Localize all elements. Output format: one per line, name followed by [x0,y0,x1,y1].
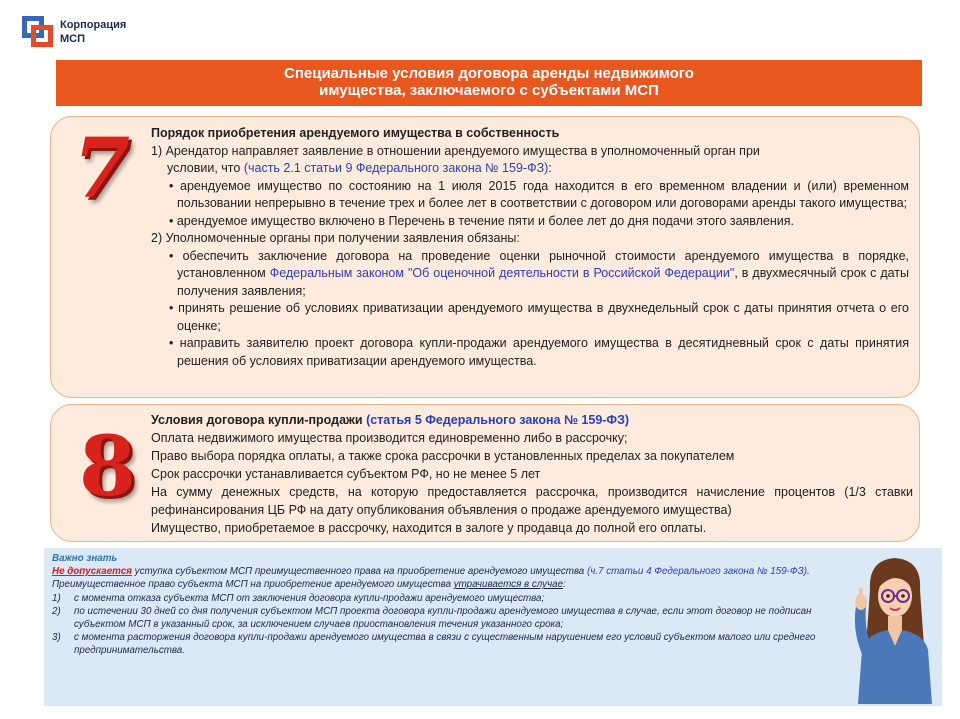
important-info-box [44,548,942,706]
section-7-bullet-4: • принять решение об условиях приватизации арендуемого имущества в двухнедельный срок с даты принятия отчета о его оценке; [169,301,909,333]
page-title-line1: Специальные условия договора аренды недвижимого [284,65,694,82]
logo-line1: Корпорация [60,19,127,31]
corp-logo [20,14,126,50]
info-title: Важно знать [52,553,118,564]
logo-mark-icon [20,14,56,50]
list-item: 1) с момента отказа субъекта МСП от заключения договора купли-продажи арендуемого имущества; [52,592,545,604]
section-7-bullet-3: • обеспечить заключение договора на проведение оценки рыночной стоимости арендуемого имущества в порядке, установленном Федеральным законом "Об оценочной деятельности в Российской Федерации", в двухмесячный срок с даты получения заявления; [169,248,910,298]
law-reference-link: (часть 2.1 статьи 9 Федерального закона № 159-ФЗ) [243,161,549,175]
section-7-bullet-1: • арендуемое имущество по состоянию на 1 июля 2015 года находится в его временном владении и (или) временном пользовании непрерывно в течение трех и более лет в соответствии с договором или договорами аренды такого имущества; [169,178,909,210]
section-8-line-5: Имущество, приобретаемое в рассрочку, находится в залоге у продавца до полной его оплаты. [151,521,707,535]
section-7-card [50,116,920,398]
section-7-p1-cont: условии, что (часть 2.1 статьи 9 Федерального закона № 159-ФЗ): [167,161,552,175]
appraisal-law-link: Федеральным законом "Об оценочной деятельности в Российской Федерации" [269,266,735,280]
section-7-title: Порядок приобретения арендуемого имущества в собственность [151,126,560,140]
section-7-bullet-2: • арендуемое имущество включено в Перечень в течение пяти и более лет до дня подачи этого заявления. [169,213,795,228]
section-8-card [50,404,920,542]
section-8-line-2: Право выбора порядка оплаты, а также срока рассрочки в установленных пределах за покупателем [151,449,735,463]
section-7-p1: 1) Арендатор направляет заявление в отношении арендуемого имущества в уполномоченный орган при [151,143,760,158]
section-8-law-link: (статья 5 Федерального закона № 159-ФЗ) [366,413,630,427]
not-allowed-label: Не допускается [52,566,132,578]
info-line-1: Не допускается уступка субъектом МСП преимущественного права на приобретение арендуемого имущества (ч.7 статьи 4 Федерального закона № 159-ФЗ). [52,566,810,578]
list-item: 3) с момента расторжения договора купли-продажи арендуемого имущества в связи с существенным нарушением его условий субъектом малого или среднего предпринимательства. [52,632,816,657]
page-title-line2: имущества, заключаемого с субъектами МСП [319,82,659,99]
section-7-p2: 2) Уполномоченные органы при получении заявления обязаны: [151,231,520,245]
logo-line2: МСП [60,33,86,45]
section-8-title: Условия договора купли-продажи (статья 5 Федерального закона № 159-ФЗ) [151,413,630,427]
section-8-line-4: На сумму денежных средств, на которую предоставляется рассрочка, производится начисление процентов (1/3 ставки рефинансирования ЦБ РФ на дату опубликования объявления о продаже арендуемого имущества) [151,485,913,517]
section-8-line-1: Оплата недвижимого имущества производится единовременно либо в рассрочку; [151,431,628,445]
woman-illustration [850,550,940,704]
section-8-line-3: Срок рассрочки устанавливается субъектом РФ, но не менее 5 лет [151,467,541,481]
info-line-2: Преимущественное право субъекта МСП на приобретение арендуемого имущества утрачивается в случае: [52,579,566,591]
page-title-banner [56,60,922,106]
list-item: 2) по истечении 30 дней со дня получения субъектом МСП проекта договора купли-продажи арендуемого имущества в случае, если этот договор не подписан субъектом МСП в указанный срок, за исключением случаев приостановления течения указанного срока; [52,605,812,631]
section-7-bullet-5: • направить заявителю проект договора купли-продажи арендуемого имущества в десятидневный срок с даты принятия решения об условиях приватизации арендуемого имущества. [169,336,909,368]
section-7-number: 7 [73,121,131,217]
info-law-link: (ч.7 статьи 4 Федерального закона № 159-ФЗ) [586,566,807,578]
section-8-number: 8 [79,419,137,515]
